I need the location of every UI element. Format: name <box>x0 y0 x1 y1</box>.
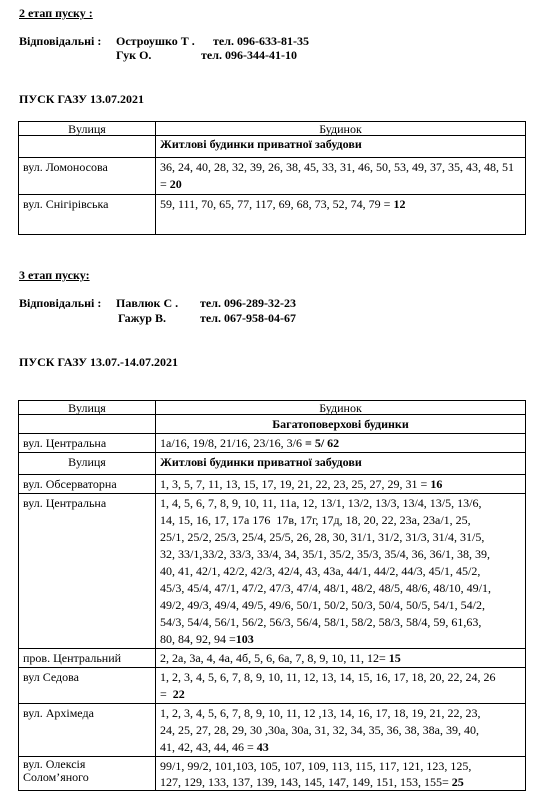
house-count: 20 <box>169 177 182 191</box>
stage3-person-1-phone: тел. 096-289-32-23 <box>200 296 296 310</box>
table-row-street: вул. Архімеда <box>19 704 156 757</box>
table-subheader-private: Житлові будинки приватної забудови <box>156 136 526 158</box>
stage3-person-2-phone: тел. 067-958-04-67 <box>200 311 296 325</box>
table-row-houses <box>156 158 526 195</box>
house-list-line: 45/3, 45/4, 47/1, 47/2, 47/3, 47/4, 48/1, 48/2, 48/5, 48/6, 48/10, 49/1, <box>160 581 492 595</box>
table-row-houses <box>156 704 526 757</box>
table-row-houses <box>156 494 526 649</box>
house-list: 1а/16, 19/8, 21/16, 23/16, 3/6 <box>160 436 305 450</box>
table-row-street: вул Седова <box>19 668 156 704</box>
stage3-heading: 3 етап пуску: <box>19 268 90 282</box>
stage3-table <box>18 400 526 791</box>
table-row-houses <box>156 434 526 453</box>
house-list: 59, 111, 70, 65, 77, 117, 69, 68, 73, 52, 74, 79 = <box>160 197 394 211</box>
table-row-houses <box>156 668 526 704</box>
table-row <box>19 668 526 704</box>
house-list-line: 1, 4, 5, 6, 7, 8, 9, 10, 11, 11а, 12, 13/1, 13/2, 13/3, 13/4, 13/5, 13/6, <box>160 496 482 510</box>
stage2-person-1-name: Остроушко Т . <box>116 34 195 48</box>
house-count: 12 <box>393 197 406 211</box>
house-list-line: 24, 25, 27, 28, 29, 30 ,30а, 30а, 31, 32, 34, 35, 36, 38, 38а, 39, 40, <box>160 723 479 737</box>
house-list-line: 25/1, 25/2, 25/3, 25/4, 25/5, 26, 28, 30, 31/1, 31/2, 31/3, 31/4, 31/5, <box>160 530 485 544</box>
table-row <box>19 704 526 757</box>
table-row <box>19 494 526 649</box>
house-count: 103 <box>235 632 254 646</box>
house-list-line: 1, 2, 3, 4, 5, 6, 7, 8, 9, 10, 11, 12 ,13, 14, 16, 17, 18, 19, 21, 22, 23, <box>160 706 481 720</box>
stage3-private-rows <box>19 475 526 791</box>
table-row-houses <box>156 475 526 494</box>
column-header-house: Будинок <box>156 122 526 136</box>
table-row-houses <box>156 757 526 791</box>
table-row-street: вул. Центральна <box>19 434 156 453</box>
house-count: 22 <box>172 687 185 701</box>
house-count: 16 <box>430 477 443 491</box>
house-count: 15 <box>388 651 401 665</box>
table-row-street: пров. Центральний <box>19 649 156 668</box>
table-row-street: вул. Обсерваторна <box>19 475 156 494</box>
column-header-house: Будинок <box>156 401 526 415</box>
stage2-person-2-name: Гук О. <box>116 48 152 62</box>
house-list: 36, 24, 40, 28, 32, 39, 26, 38, 45, 33, 31, 46, 50, 53, 49, 37, 35, 43, 48, 51 = <box>160 160 514 191</box>
stage2-person-1-phone: тел. 096-633-81-35 <box>213 34 309 48</box>
column-header-street-2: Вулиця <box>19 453 156 475</box>
house-list-line: 99/1, 99/2, 101,103, 105, 107, 109, 113, 115, 117, 121, 123, 125, <box>160 759 472 773</box>
house-list-line: 41, 42, 43, 44, 46 = <box>160 740 257 754</box>
house-list-line: = <box>160 687 173 701</box>
stage2-table <box>18 121 526 235</box>
table-row-houses <box>156 649 526 668</box>
table-row <box>19 757 526 791</box>
table-subheader-multistorey: Багатоповерхові будинки <box>156 415 526 434</box>
house-count: = 5/ 62 <box>305 436 340 450</box>
stage2-person-2-phone: тел. 096-344-41-10 <box>201 48 297 62</box>
table-cell-empty <box>19 136 156 158</box>
column-header-street: Вулиця <box>19 122 156 136</box>
house-list-line: 54/3, 54/4, 56/1, 56/2, 56/3, 56/4, 58/1, 58/2, 58/3, 58/4, 59, 61,63, <box>160 615 482 629</box>
stage2-gas-title: ПУСК ГАЗУ 13.07.2021 <box>19 92 145 106</box>
table-row-street: вул. Снігірівська <box>19 195 156 235</box>
house-list-line: 2, 2а, 3а, 4, 4а, 4б, 5, 6, 6а, 7, 8, 9, 10, 11, 12= <box>160 651 389 665</box>
house-list-line: 127, 129, 133, 137, 139, 143, 145, 147, 149, 151, 153, 155= <box>160 775 452 789</box>
table-cell-empty <box>19 415 156 434</box>
stage3-gas-title: ПУСК ГАЗУ 13.07.-14.07.2021 <box>19 355 179 369</box>
house-list-line: 49/2, 49/3, 49/4, 49/5, 49/6, 50/1, 50/2, 50/3, 50/4, 50/5, 54/1, 54/2, <box>160 598 486 612</box>
house-list-line: 40, 41, 42/1, 42/2, 42/3, 42/4, 43, 43а, 44/1, 44/2, 44/3, 45/1, 45/2, <box>160 564 481 578</box>
house-list-line: 1, 3, 5, 7, 11, 13, 15, 17, 19, 21, 22, 23, 25, 27, 29, 31 = <box>160 477 431 491</box>
table-row-houses <box>156 195 526 235</box>
stage2-heading: 2 етап пуску : <box>19 6 93 20</box>
house-list-line: 14, 15, 16, 17, 17а 176 17в, 17г, 17д, 18, 20, 22, 23а, 23а/1, 25, <box>160 513 471 527</box>
house-count: 43 <box>256 740 269 754</box>
house-list-line: 1, 2, 3, 4, 5, 6, 7, 8, 9, 10, 11, 12, 13, 14, 15, 16, 17, 18, 20, 22, 24, 26 <box>160 670 496 684</box>
stage3-person-2-name: Гажур В. <box>118 311 166 325</box>
stage2-responsible-label: Відповідальні : <box>19 34 102 48</box>
table-row <box>19 475 526 494</box>
house-count: 25 <box>451 775 464 789</box>
stage3-responsible-label: Відповідальні : <box>19 296 102 310</box>
table-subheader-private: Житлові будинки приватної забудови <box>156 453 526 475</box>
table-row <box>19 649 526 668</box>
column-header-street: Вулиця <box>19 401 156 415</box>
table-row-street: вул. Ломоносова <box>19 158 156 195</box>
house-list-line: 32, 33/1,33/2, 33/3, 33/4, 34, 35/1, 35/2, 35/3, 35/4, 36, 36/1, 38, 39, <box>160 547 491 561</box>
house-list-line: 80, 84, 92, 94 = <box>160 632 236 646</box>
table-row-street: вул. Олексія Солом’яного <box>19 757 156 791</box>
table-row-street: вул. Центральна <box>19 494 156 649</box>
stage3-person-1-name: Павлюк С . <box>116 296 179 310</box>
